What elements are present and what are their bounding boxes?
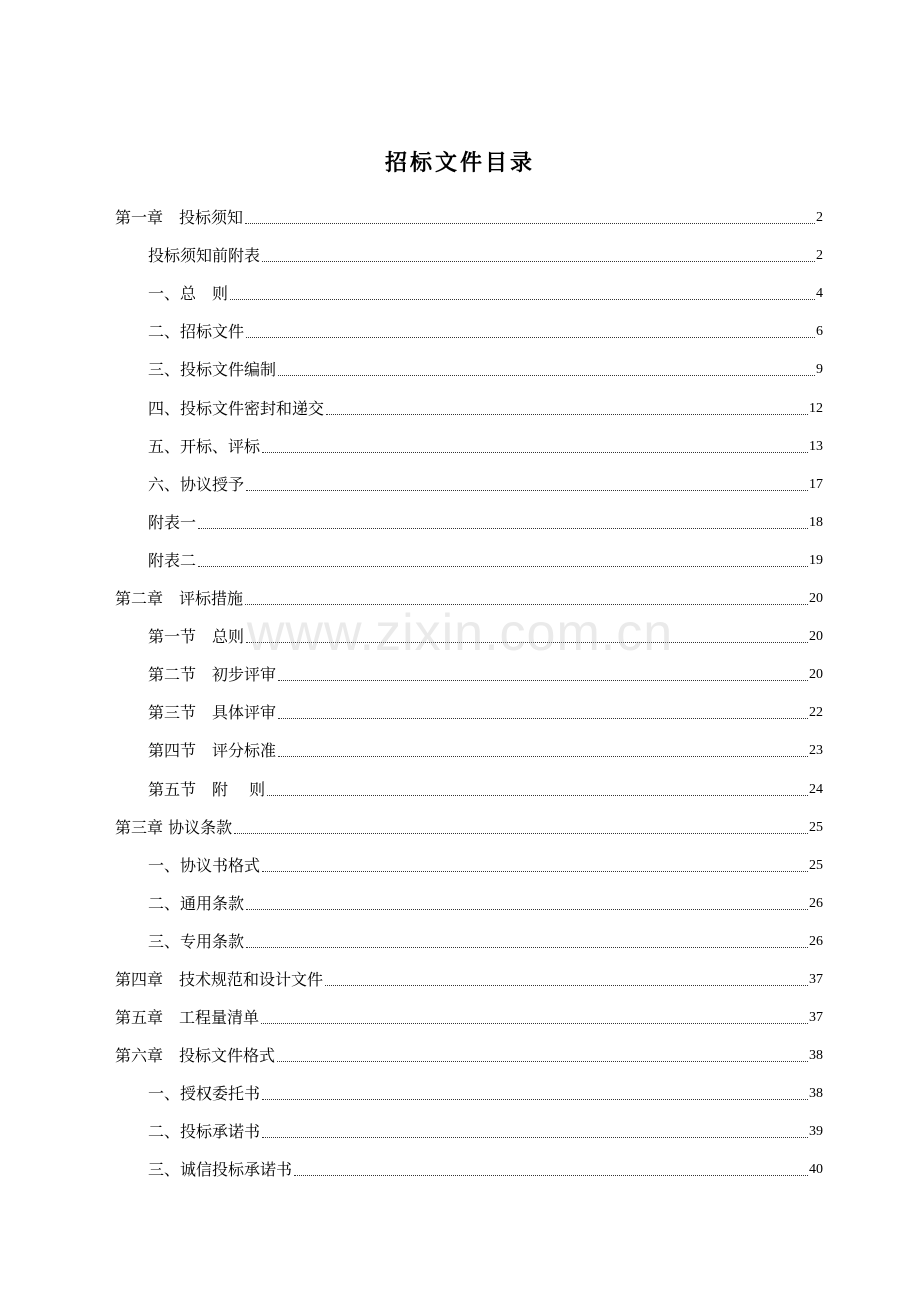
toc-entry-title: 一、协议书格式 <box>148 855 261 875</box>
toc-dot-leader <box>326 414 808 415</box>
toc-section-entry[interactable] <box>0 653 920 691</box>
toc-dot-leader <box>267 795 808 796</box>
toc-entry-title: 附表一 <box>148 512 197 532</box>
toc-dot-leader <box>262 871 808 872</box>
toc-section-entry[interactable] <box>0 234 920 272</box>
toc-page-number: 2 <box>816 248 823 264</box>
toc-page-number: 23 <box>809 743 823 759</box>
toc-entry-title: 六、协议授予 <box>148 474 245 494</box>
toc-section-entry[interactable] <box>0 882 920 920</box>
toc-section-entry[interactable] <box>0 272 920 310</box>
toc-entry-title: 五、开标、评标 <box>148 436 261 456</box>
toc-section-entry[interactable] <box>0 501 920 539</box>
toc-dot-leader <box>246 947 808 948</box>
toc-dot-leader <box>246 909 808 910</box>
toc-section-entry[interactable] <box>0 1148 920 1186</box>
toc-entry-title: 三、诚信投标承诺书 <box>148 1160 293 1180</box>
toc-section-entry[interactable] <box>0 463 920 501</box>
table-of-contents <box>0 196 920 1186</box>
toc-dot-leader <box>261 1023 808 1024</box>
toc-page-number: 4 <box>816 286 823 302</box>
toc-dot-leader <box>246 490 808 491</box>
toc-entry-title: 第四章 技术规范和设计文件 <box>115 969 324 989</box>
document-title: 招标文件目录 <box>384 151 535 176</box>
toc-entry-title: 投标须知前附表 <box>148 246 261 266</box>
toc-dot-leader <box>230 299 815 300</box>
toc-dot-leader <box>246 642 808 643</box>
toc-section-entry[interactable] <box>0 767 920 805</box>
toc-entry-title: 第一章 投标须知 <box>115 208 244 228</box>
toc-chapter-entry[interactable] <box>0 196 920 234</box>
toc-dot-leader <box>198 528 808 529</box>
toc-page-number: 12 <box>809 400 823 416</box>
toc-dot-leader <box>325 985 808 986</box>
toc-section-entry[interactable] <box>0 386 920 424</box>
watermark: www.zixin.com.cn <box>246 604 674 662</box>
toc-page-number: 38 <box>809 1048 823 1064</box>
toc-entry-title: 第三节 具体评审 <box>148 703 277 723</box>
toc-page-number: 18 <box>809 514 823 530</box>
toc-dot-leader <box>294 1175 808 1176</box>
toc-dot-leader <box>245 604 808 605</box>
toc-entry-title: 附表二 <box>148 550 197 570</box>
toc-page-number: 2 <box>816 210 823 226</box>
toc-page-number: 40 <box>809 1162 823 1178</box>
toc-section-entry[interactable] <box>0 844 920 882</box>
toc-section-entry[interactable] <box>0 920 920 958</box>
toc-section-entry[interactable] <box>0 539 920 577</box>
toc-page-number: 38 <box>809 1086 823 1102</box>
toc-dot-leader <box>262 1099 808 1100</box>
toc-entry-title: 四、投标文件密封和递交 <box>148 398 325 418</box>
toc-chapter-entry[interactable] <box>0 958 920 996</box>
toc-section-entry[interactable] <box>0 615 920 653</box>
toc-page-number: 17 <box>809 476 823 492</box>
toc-entry-title: 一、总 则 <box>148 284 229 304</box>
toc-dot-leader <box>246 337 815 338</box>
toc-entry-title: 第三章 协议条款 <box>115 817 233 837</box>
toc-dot-leader <box>262 1137 808 1138</box>
toc-dot-leader <box>262 261 815 262</box>
toc-page-number: 24 <box>809 781 823 797</box>
toc-section-entry[interactable] <box>0 1110 920 1148</box>
toc-page-number: 25 <box>809 819 823 835</box>
toc-section-entry[interactable] <box>0 1072 920 1110</box>
toc-chapter-entry[interactable] <box>0 996 920 1034</box>
toc-page-number: 9 <box>816 362 823 378</box>
toc-entry-title: 第五章 工程量清单 <box>115 1008 260 1028</box>
toc-entry-title: 二、投标承诺书 <box>148 1122 261 1142</box>
toc-page-number: 26 <box>809 933 823 949</box>
toc-dot-leader <box>234 833 808 834</box>
toc-page-number: 39 <box>809 1124 823 1140</box>
toc-section-entry[interactable] <box>0 691 920 729</box>
toc-entry-title: 第二章 评标措施 <box>115 589 244 609</box>
toc-section-entry[interactable] <box>0 310 920 348</box>
toc-section-entry[interactable] <box>0 425 920 463</box>
toc-entry-title: 一、授权委托书 <box>148 1084 261 1104</box>
toc-section-entry[interactable] <box>0 729 920 767</box>
toc-entry-title: 第五节 附 则 <box>148 779 266 799</box>
toc-dot-leader <box>245 223 815 224</box>
toc-entry-title: 二、招标文件 <box>148 322 245 342</box>
toc-dot-leader <box>262 452 808 453</box>
toc-page-number: 37 <box>809 971 823 987</box>
toc-dot-leader <box>278 680 808 681</box>
toc-dot-leader <box>278 718 808 719</box>
toc-entry-title: 第六章 投标文件格式 <box>115 1046 276 1066</box>
toc-page-number: 22 <box>809 705 823 721</box>
toc-entry-title: 二、通用条款 <box>148 893 245 913</box>
toc-page-number: 25 <box>809 857 823 873</box>
toc-chapter-entry[interactable] <box>0 806 920 844</box>
toc-entry-title: 三、专用条款 <box>148 931 245 951</box>
toc-chapter-entry[interactable] <box>0 1034 920 1072</box>
toc-dot-leader <box>278 375 815 376</box>
toc-entry-title: 三、投标文件编制 <box>148 360 277 380</box>
toc-page-number: 19 <box>809 552 823 568</box>
toc-chapter-entry[interactable] <box>0 577 920 615</box>
toc-section-entry[interactable] <box>0 348 920 386</box>
toc-dot-leader <box>277 1061 808 1062</box>
toc-entry-title: 第四节 评分标准 <box>148 741 277 761</box>
toc-page-number: 20 <box>809 591 823 607</box>
toc-dot-leader <box>278 756 808 757</box>
toc-page-number: 26 <box>809 895 823 911</box>
toc-page-number: 20 <box>809 667 823 683</box>
toc-page-number: 20 <box>809 629 823 645</box>
toc-dot-leader <box>198 566 808 567</box>
toc-page-number: 37 <box>809 1010 823 1026</box>
toc-entry-title: 第一节 总则 <box>148 627 245 647</box>
toc-page-number: 13 <box>809 438 823 454</box>
toc-page-number: 6 <box>816 324 823 340</box>
toc-entry-title: 第二节 初步评审 <box>148 665 277 685</box>
